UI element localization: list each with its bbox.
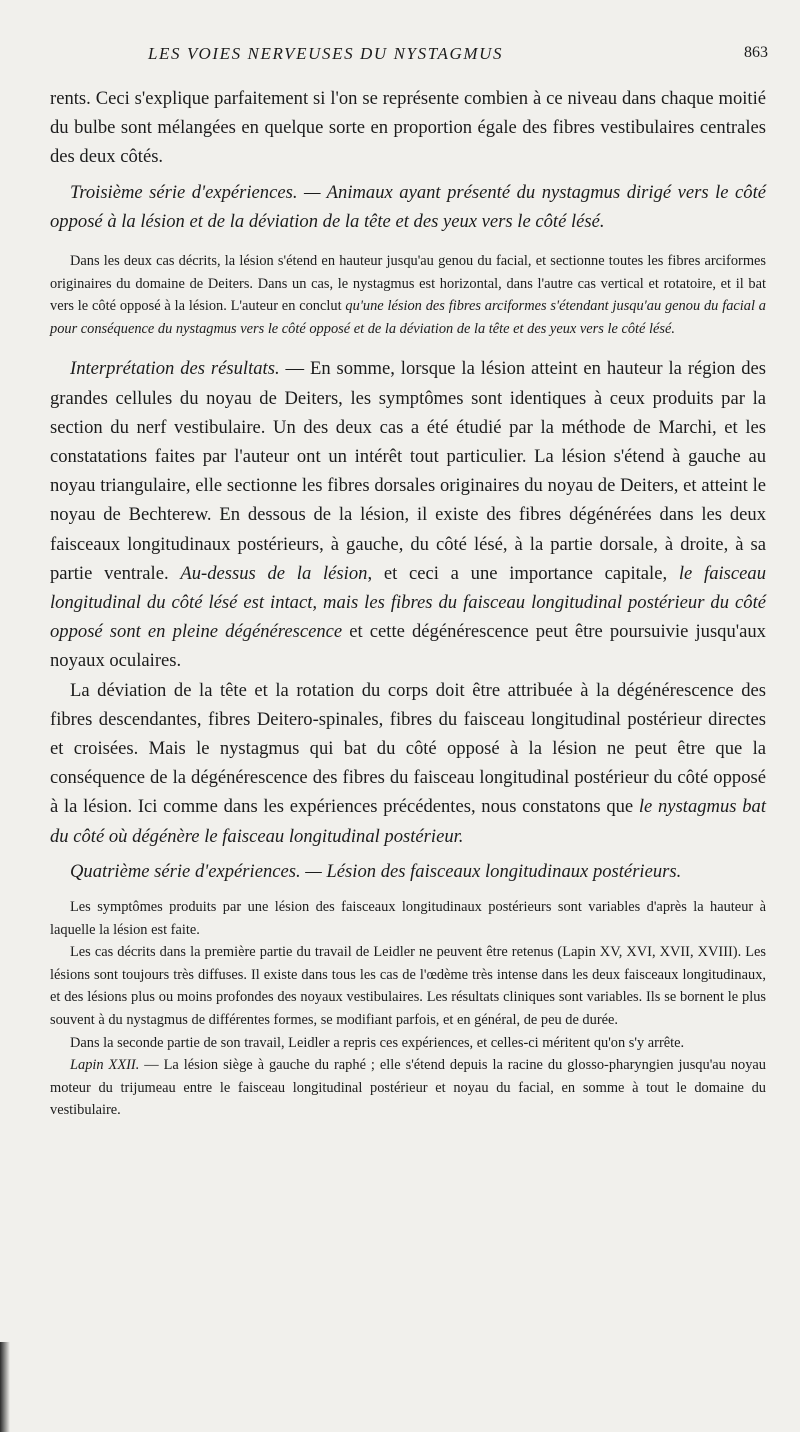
- section-title-third-series: [50, 178, 766, 236]
- fourth-series-p1: Les symptômes produits par une lésion des faisceaux longitudinaux postérieurs sont variables d'après la hauteur à laquelle la lésion est faite.: [50, 899, 766, 938]
- interpretation-text-d: le faisceau longitudinal du côté lésé est intact, mais les fibres du faisceau longitudinal postérieur du côté opposé sont en pleine dégénérescence: [50, 562, 766, 643]
- interpretation-label: Interprétation des résultats.: [70, 358, 280, 380]
- running-title: LES VOIES NERVEUSES DU NYSTAGMUS: [148, 44, 504, 63]
- deviation-conclusion: le nystagmus bat du côté où dégénère le faisceau longitudinal postérieur.: [50, 796, 766, 847]
- third-series-conclusion: qu'une lésion des fibres arciformes s'étendant jusqu'au genou du facial a pour conséquence du nystagmus vers le côté opposé et de la déviation de la tête et des yeux vers le côté lésé.: [50, 298, 766, 337]
- paragraph-continuation: rents. Ceci s'explique parfaitement si l'on se représente combien à ce niveau dans chaque moitié du bulbe sont mélangées en quelque sorte en proportion égale des fibres vestibulaires centrales des deux côtés.: [50, 88, 766, 168]
- lapin-xxii-text: — La lésion siège à gauche du raphé ; elle s'étend depuis la racine du glosso-pharyngien jusqu'au noyau moteur du trijumeau entre le faisceau longitudinal postérieur et noyau du facial, en somme à tout le domaine du vestibulaire.: [50, 1057, 766, 1119]
- fourth-series-title: Quatrième série d'expériences. — Lésion des faisceaux longitudinaux postérieurs.: [70, 860, 682, 882]
- deviation-text-a: La déviation de la tête et la rotation du corps doit être attribuée à la dégénérescence des fibres descendantes, fibres Deitero-spinales, fibres du faisceau longitudinal postérieur directes et croisées. Mais le nystagmus qui bat du côté opposé à la lésion ne peut être que la conséquence de la dégénérescence des fibres du faisceau longitudinal postérieur du côté opposé à la lésion. Ici comme dans les expériences précédentes, nous constatons que: [50, 679, 766, 818]
- interpretation-text-a: — En somme, lorsque la lésion atteint en hauteur la région des grandes cellules du noyau de Deiters, les symptômes sont identiques à ceux produits par la section du nerf vestibulaire. Un des deux cas a été étudié par la méthode de Marchi, et les constatations faites par l'auteur ont un intérêt tout particulier. La lésion s'étend à gauche au noyau triangulaire, elle sectionne les fibres dorsales originaires du noyau de Deiters, et atteint le noyau de Bechterew. En dessous de la lésion, il existe des fibres dégénérées dans les deux faisceaux longitudinaux postérieurs, à gauche, du côté lésé, à la partie dorsale, à droite, à sa partie ventrale.: [50, 358, 767, 584]
- page-edge-shadow: [0, 1342, 10, 1432]
- interpretation-text-e: et cette dégénérescence peut être poursuivie jusqu'aux noyaux oculaires.: [50, 621, 766, 672]
- section-title-fourth-series: [50, 857, 766, 886]
- page-body: [50, 84, 766, 1122]
- interpretation-paragraph: [50, 354, 766, 675]
- third-series-text: [50, 250, 766, 340]
- lapin-xxii-label: Lapin XXII.: [70, 1057, 140, 1074]
- third-series-text-a: Dans les deux cas décrits, la lésion s'étend en hauteur jusqu'au genou du facial, et sectionne toutes les fibres arciformes originaires du domaine de Deiters. Dans un cas, le nystagmus est horizontal, dans l'autre cas vertical et rotatoire, et il bat vers le côté opposé à la lésion. L'auteur en conclut: [50, 253, 766, 315]
- third-series-title: Troisième série d'expériences. — Animaux ayant présenté du nystagmus dirigé vers le côté opposé à la lésion et de la déviation de la tête et des yeux vers le côté lésé.: [50, 181, 766, 232]
- fourth-series-p2: Les cas décrits dans la première partie du travail de Leidler ne peuvent être retenus (Lapin XV, XVI, XVII, XVIII). Les lésions sont toujours très diffuses. Il existe dans tous les cas de l'œdème très intense dans les deux faisceaux longitudinaux, et des lésions plus ou moins profondes des noyaux vestibulaires. Les résultats cliniques sont variables. Ils se bornent le plus souvent à du nystagmus de différentes formes, se modifiant parfois, et en général, de peu de durée.: [50, 944, 766, 1029]
- interpretation-text-b: Au-dessus de la lésion: [180, 562, 368, 584]
- fourth-series-p4: [50, 1054, 766, 1122]
- deviation-paragraph: [50, 676, 766, 851]
- page-header: [0, 44, 800, 74]
- page-number: 863: [744, 44, 768, 61]
- fourth-series-p3: Dans la seconde partie de son travail, Leidler a repris ces expériences, et celles-ci méritent qu'on s'y arrête.: [70, 1034, 685, 1051]
- interpretation-text-c: , et ceci a une importance capitale,: [367, 562, 679, 584]
